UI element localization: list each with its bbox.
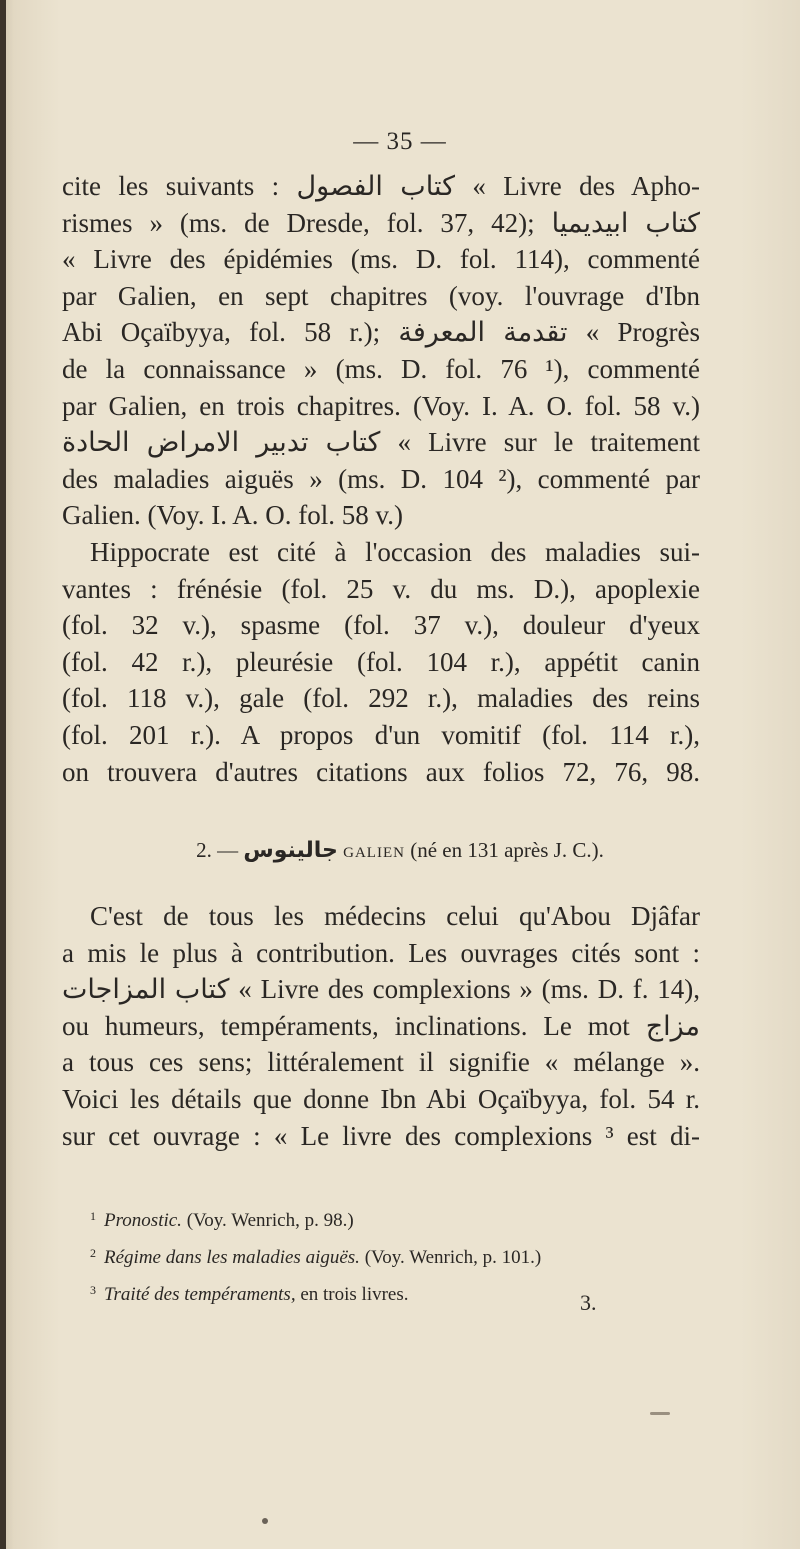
- text-line: a tous ces sens; littéralement il signifie « mélange ».: [62, 1047, 700, 1078]
- text-line: par Galien, en sept chapitres (voy. l'ouvrage d'Ibn: [62, 280, 700, 311]
- text-line: (fol. 42 r.), pleurésie (fol. 104 r.), appétit canin: [62, 646, 700, 677]
- text-line: cite les suivants : كتاب الفصول « Livre des Apho-: [62, 171, 700, 201]
- signature-mark: 3.: [580, 1290, 597, 1315]
- text-line: des maladies aiguës » (ms. D. 104 ²), commenté par: [62, 463, 700, 494]
- section-note: (né en 131 après J. C.).: [410, 838, 604, 862]
- footnote-title: Régime dans les maladies aiguës.: [104, 1247, 360, 1268]
- text-line: كتاب المزاجات « Livre des complexions » (ms. D. f. 14),: [62, 974, 701, 1005]
- footnote: [90, 1237, 650, 1274]
- paper-speck: [262, 1518, 268, 1524]
- section-number: 2. —: [196, 838, 239, 862]
- paper-speck: [650, 1412, 670, 1415]
- text-line: ou humeurs, tempéraments, inclinations. Le mot مزاج: [62, 1010, 700, 1041]
- text-line: Voici les détails que donne Ibn Abi Oçaïbyya, fol. 54 r.: [62, 1083, 700, 1114]
- text-line: Abi Oçaïbyya, fol. 58 r.); تقدمة المعرفة « Progrès: [62, 317, 700, 348]
- section-heading-galien: [0, 838, 800, 863]
- page-binding-edge: [0, 0, 6, 1549]
- galien-section: [62, 898, 700, 1154]
- text-line: Galien. (Voy. I. A. O. fol. 58 v.): [62, 500, 403, 531]
- footnotes: [90, 1200, 650, 1311]
- footnote: [90, 1274, 650, 1311]
- text-line: C'est de tous les médecins celui qu'Abou Djâfar: [90, 901, 700, 931]
- text-line: sur cet ouvrage : « Le livre des complexions ³ est di-: [62, 1120, 700, 1151]
- text-line: (fol. 118 v.), gale (fol. 292 r.), maladies des reins: [62, 683, 700, 714]
- text-line: كتاب تدبير الامراض الحادة « Livre sur le traitement: [62, 427, 700, 458]
- text-line: (fol. 32 v.), spasme (fol. 37 v.), douleur d'yeux: [62, 610, 700, 641]
- footnote-title: Pronostic.: [104, 1210, 182, 1231]
- text-line: a mis le plus à contribution. Les ouvrages cités sont :: [62, 937, 700, 968]
- page-number: — 35 —: [353, 128, 447, 155]
- text-line: (fol. 201 r.). A propos d'un vomitif (fol. 114 r.),: [62, 719, 700, 750]
- footnote-text: (Voy. Wenrich, p. 98.): [186, 1210, 354, 1231]
- footnote-text: en trois livres.: [300, 1284, 409, 1305]
- footnote-mark: 3: [90, 1283, 96, 1297]
- text-line: Hippocrate est cité à l'occasion des maladies sui-: [90, 536, 700, 567]
- text-line: de la connaissance » (ms. D. fol. 76 ¹), commenté: [62, 353, 700, 384]
- text-line: vantes : frénésie (fol. 25 v. du ms. D.), apoplexie: [62, 573, 700, 604]
- footnote-mark: 1: [90, 1209, 96, 1223]
- footnote: [90, 1200, 650, 1237]
- text-line: on trouvera d'autres citations aux folios 72, 76, 98.: [62, 756, 700, 787]
- text-line: rismes » (ms. de Dresde, fol. 37, 42); كتاب ابيديميا: [62, 207, 700, 238]
- hippocrates-section: [62, 168, 700, 790]
- section-arabic-name: جالينوس: [243, 838, 338, 863]
- footnote-title: Traité des tempéraments,: [104, 1284, 296, 1305]
- footnote-text: (Voy. Wenrich, p. 101.): [364, 1247, 542, 1268]
- footnote-mark: 2: [90, 1246, 96, 1260]
- text-line: « Livre des épidémies (ms. D. fol. 114), commenté: [62, 244, 700, 275]
- text-line: par Galien, en trois chapitres. (Voy. I. A. O. fol. 58 v.): [62, 390, 700, 421]
- section-name: GALIEN: [343, 845, 405, 861]
